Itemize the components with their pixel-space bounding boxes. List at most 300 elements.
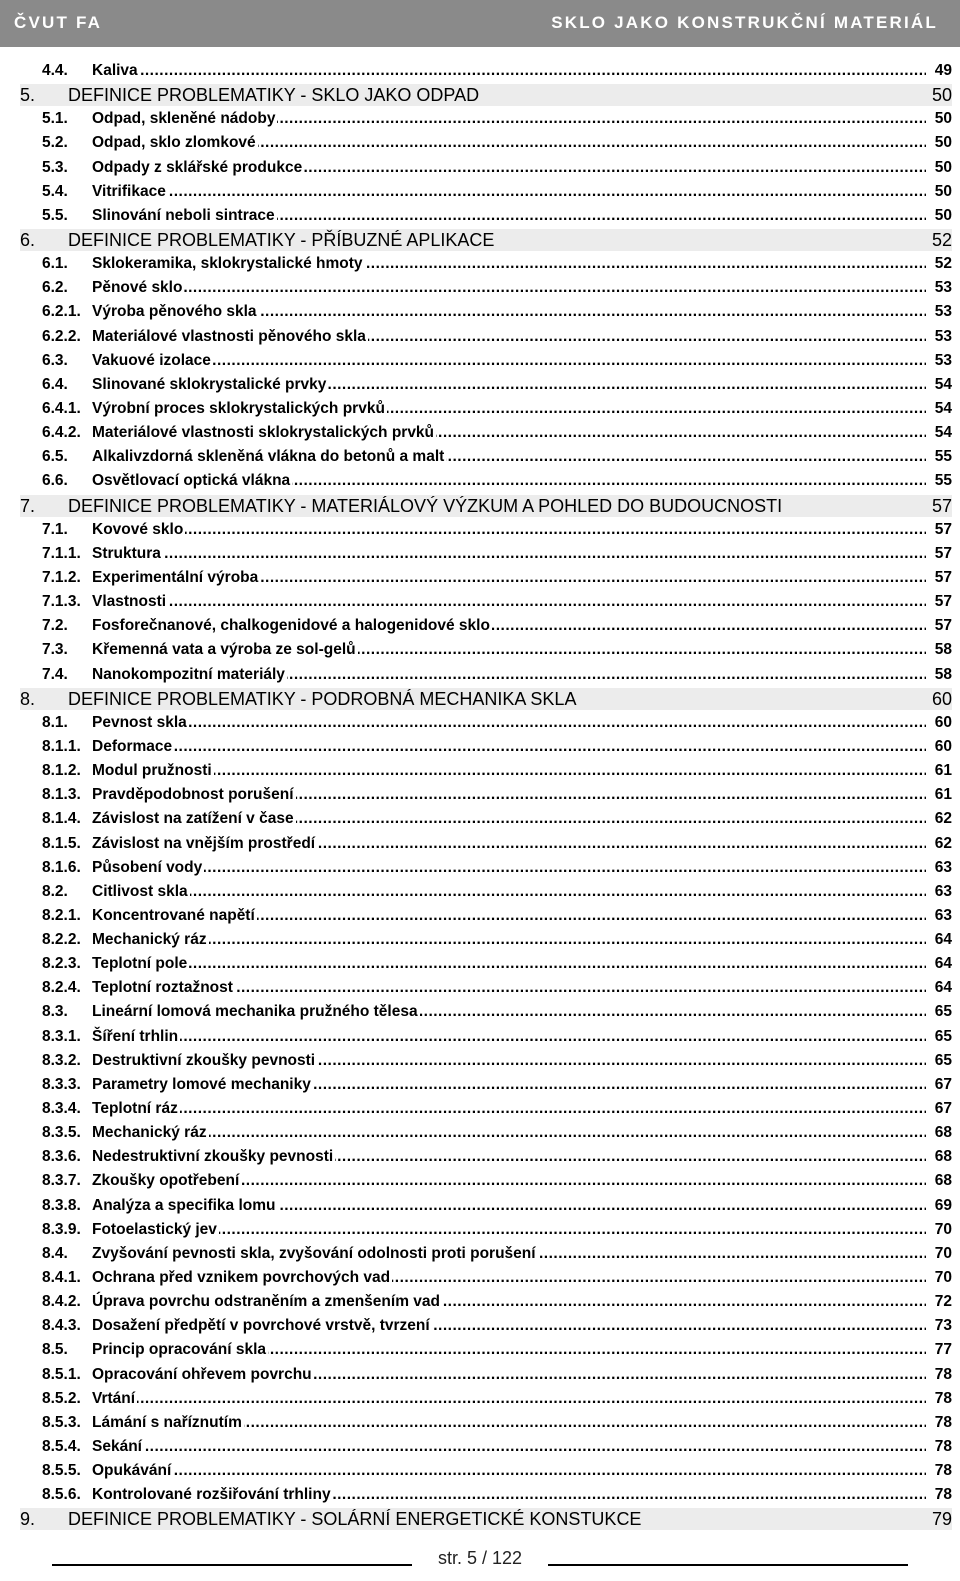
toc-page-number: 58 [933,638,952,662]
toc-page-number: 78 [933,1363,952,1387]
toc-number: 6.3. [42,351,68,369]
toc-page-number: 65 [933,1025,952,1049]
toc-entry-row[interactable] [20,421,952,445]
toc-leader [92,300,926,324]
toc-number: 8.3.2. [42,1051,81,1069]
toc-title: Osvětlovací optická vlákna [92,472,291,490]
toc-number: 6. [20,229,36,250]
toc-leader [92,663,926,687]
toc-page-number: 65 [933,1000,952,1024]
toc-number: 8.5.3. [42,1413,81,1431]
toc-page-number: 78 [933,1459,952,1483]
toc-entry-row[interactable] [20,445,952,469]
toc-number: 8.5.4. [42,1438,81,1456]
toc-title: Struktura [92,544,161,562]
toc-page-number: 78 [933,1483,952,1507]
toc-page-number: 64 [933,928,952,952]
toc-page-number: 49 [933,59,952,83]
toc-leader [92,276,926,300]
toc-chapter-row[interactable] [20,228,952,252]
toc-page-number: 79 [931,1509,952,1530]
toc-entry-row[interactable] [20,204,952,228]
toc-title: Dosažení předpětí v povrchové vrstvě, tvrzení [92,1317,430,1335]
toc-number: 8.5. [42,1341,68,1359]
toc-leader [92,783,926,807]
toc-page-number: 78 [933,1435,952,1459]
toc-title: Kovové sklo [92,520,184,538]
toc-entry-row[interactable] [20,1073,952,1097]
toc-page-number: 64 [933,976,952,1000]
toc-number: 8.3.5. [42,1124,81,1142]
toc-page-number: 69 [933,1194,952,1218]
toc-title: Pevnost skla [92,713,187,731]
toc-leader [92,131,926,155]
toc-page-number: 60 [933,711,952,735]
toc-leader [92,107,926,131]
toc-number: 6.4. [42,375,68,393]
toc-number: 6.2.1. [42,303,81,321]
toc-entry-row[interactable] [20,59,952,83]
toc-page-number: 54 [933,397,952,421]
toc-leader [92,735,926,759]
toc-leader [92,469,926,493]
toc-title: Sekání [92,1438,142,1456]
toc-leader [92,252,926,276]
toc-entry-row[interactable] [20,880,952,904]
toc-page-number: 50 [933,204,952,228]
toc-leader [92,445,926,469]
toc-entry-row[interactable] [20,1338,952,1362]
toc-number: 8.1.1. [42,737,81,755]
toc-number: 8.1.6. [42,858,81,876]
toc-title: Fotoelastický jev [92,1220,217,1238]
toc-entry-row[interactable] [20,1411,952,1435]
toc-entry-row[interactable] [20,1266,952,1290]
toc-title: Odpad, sklo zlomkové [92,134,256,152]
toc-page-number: 57 [931,495,952,516]
toc-number: 6.1. [42,255,68,273]
toc-leader [92,1459,926,1483]
toc-page-number: 72 [933,1290,952,1314]
toc-title: Úprava povrchu odstraněním a zmenšením vad [92,1293,440,1311]
toc-leader [92,325,926,349]
toc-number: 7.1.1. [42,544,81,562]
toc-chapter-row[interactable] [20,494,952,518]
toc-number: 4.4. [42,62,68,79]
toc-title: Teplotní roztažnost [92,979,233,997]
toc-entry-row[interactable] [20,590,952,614]
toc-leader [92,1242,926,1266]
toc-leader [92,1387,926,1411]
toc-entry-row[interactable] [20,1459,952,1483]
header-left-text: ČVUT FA [14,13,103,32]
toc-entry-row[interactable] [20,1242,952,1266]
toc-leader [92,976,926,1000]
toc-number: 8.1.4. [42,810,81,828]
toc-leader [92,421,926,445]
toc-entry-row[interactable] [20,1121,952,1145]
toc-title: Fosforečnanové, chalkogenidové a halogenidové sklo [92,617,490,635]
toc-page-number: 62 [933,807,952,831]
toc-page-number: 70 [933,1218,952,1242]
toc-title: Slinování neboli sintrace [92,206,275,224]
toc-title: Závislost na vnějším prostředí [92,834,316,852]
toc-title: Působení vody [92,858,203,876]
toc-page-number: 57 [933,542,952,566]
toc-number: 6.4.1. [42,399,81,417]
toc-number: 5.4. [42,182,68,200]
toc-leader [92,542,926,566]
toc-page-number: 50 [933,131,952,155]
toc-leader [92,397,926,421]
toc-entry-row[interactable] [20,300,952,324]
toc-number: 8.1.3. [42,786,81,804]
toc-page-number: 57 [933,518,952,542]
toc-title: Šíření trhlin [92,1027,179,1045]
toc-entry-row[interactable] [20,1314,952,1338]
toc-page-number: 62 [933,832,952,856]
toc-title: Odpady z sklářské produkce [92,158,303,176]
toc-entry-row[interactable] [20,518,952,542]
toc-number: 6.2.2. [42,327,81,345]
toc-number: 6.5. [42,448,68,466]
toc-number: 8.3.4. [42,1100,81,1118]
toc-title: Deformace [92,737,173,755]
toc-title: Teplotní pole [92,955,188,973]
toc-chapter-title: DEFINICE PROBLEMATIKY - PŘÍBUZNÉ APLIKACE [68,229,495,250]
toc-leader [92,156,926,180]
toc-title: Ochrana před vznikem povrchových vad [92,1269,391,1287]
toc-page-number: 68 [933,1169,952,1193]
toc-page-number: 60 [933,735,952,759]
toc-chapter-row[interactable] [20,687,952,711]
toc-page-number: 55 [933,445,952,469]
toc-page-number: 54 [933,421,952,445]
toc-number: 8.2. [42,882,68,900]
toc-number: 5.5. [42,206,68,224]
toc-leader [92,1338,926,1362]
toc-title: Odpad, skleněné nádoby [92,110,276,128]
toc-entry-row[interactable] [20,180,952,204]
toc-entry-row[interactable] [20,614,952,638]
toc-leader [92,590,926,614]
toc-page-number: 57 [933,590,952,614]
toc-entry-row[interactable] [20,1435,952,1459]
toc-entry-row[interactable] [20,976,952,1000]
toc-entry-row[interactable] [20,711,952,735]
toc-page-number: 50 [933,107,952,131]
toc-leader [92,928,926,952]
toc-title: Zkoušky opotřebení [92,1172,240,1190]
toc-leader [92,880,926,904]
toc-number: 8.3.3. [42,1075,81,1093]
toc-page-number: 68 [933,1121,952,1145]
toc-title: Sklokeramika, sklokrystalické hmoty [92,255,363,273]
toc-page-number: 58 [933,663,952,687]
toc-page-number: 78 [933,1387,952,1411]
toc-title: Pěnové sklo [92,279,183,297]
toc-entry-row[interactable] [20,928,952,952]
toc-leader [92,566,926,590]
toc-entry-row[interactable] [20,1483,952,1507]
toc-title: Opukávání [92,1462,172,1480]
toc-number: 8.4.3. [42,1317,81,1335]
toc-page-number: 63 [933,904,952,928]
toc-title: Materiálové vlastnosti sklokrystalických prvků [92,424,435,442]
toc-number: 8.1.5. [42,834,81,852]
toc-number: 8.5.1. [42,1365,81,1383]
toc-leader [92,1097,926,1121]
toc-page-number: 78 [933,1411,952,1435]
toc-number: 7. [20,495,36,516]
toc-entry-row[interactable] [20,1290,952,1314]
toc-title: Teplotní ráz [92,1100,178,1118]
toc-number: 8.4.1. [42,1269,81,1287]
toc-entry-row[interactable] [20,759,952,783]
toc-leader [92,759,926,783]
toc-number: 8.3.9. [42,1220,81,1238]
toc-entry-row[interactable] [20,131,952,155]
toc-page-number: 54 [933,373,952,397]
toc-leader [92,1145,926,1169]
toc-leader [92,807,926,831]
toc-number: 8.3.8. [42,1196,81,1214]
toc-entry-row[interactable] [20,373,952,397]
toc-number: 7.1.3. [42,593,81,611]
toc-entry-row[interactable] [20,783,952,807]
toc-leader [92,59,926,83]
toc-entry-row[interactable] [20,904,952,928]
toc-title: Modul pružnosti [92,762,212,780]
toc-page-number: 73 [933,1314,952,1338]
toc-page-number: 61 [933,759,952,783]
toc-leader [92,614,926,638]
toc-chapter-row[interactable] [20,1507,952,1531]
toc-title: Závislost na zatížení v čase [92,810,294,828]
toc-title: Nedestruktivní zkoušky pevnosti [92,1148,334,1166]
toc-entry-row[interactable] [20,566,952,590]
toc-leader [92,711,926,735]
toc-number: 8.1. [42,713,68,731]
toc-leader [92,1290,926,1314]
toc-leader [92,1073,926,1097]
toc-leader [92,1025,926,1049]
toc-number: 8.2.4. [42,979,81,997]
toc-leader [92,1000,926,1024]
page-header [0,0,960,47]
toc-title: Nanokompozitní materiály [92,665,285,683]
toc-entry-row[interactable] [20,1194,952,1218]
toc-title: Výrobní proces sklokrystalických prvků [92,399,385,417]
toc-title: Křemenná vata a výroba ze sol-gelů [92,641,356,659]
toc-leader [92,1314,926,1338]
toc-title: Slinované sklokrystalické prvky [92,375,327,393]
toc-title: Vakuové izolace [92,351,211,369]
toc-title: Princip opracování skla [92,1341,267,1359]
toc-page-number: 55 [933,469,952,493]
toc-entry-row[interactable] [20,1049,952,1073]
toc-entry-row[interactable] [20,1169,952,1193]
toc-chapter-title: DEFINICE PROBLEMATIKY - SOLÁRNÍ ENERGETICKÉ KONSTUKCE [68,1509,642,1530]
toc-page-number: 64 [933,952,952,976]
toc-title: Analýza a specifika lomu [92,1196,276,1214]
toc-entry-row[interactable] [20,1025,952,1049]
toc-title: Mechanický ráz [92,931,207,949]
toc-page-number: 52 [931,229,952,250]
toc-page-number: 53 [933,325,952,349]
toc-leader [92,1483,926,1507]
toc-leader [92,1363,926,1387]
toc-leader [92,1194,926,1218]
toc-page-number: 63 [933,880,952,904]
toc-leader [92,204,926,228]
toc-entry-row[interactable] [20,663,952,687]
toc-leader [92,1411,926,1435]
toc-leader [92,1169,926,1193]
toc-entry-row[interactable] [20,638,952,662]
toc-title: Kaliva [92,62,138,79]
toc-entry-row[interactable] [20,1145,952,1169]
toc-leader [92,1049,926,1073]
toc-title: Destruktivní zkoušky pevnosti [92,1051,316,1069]
toc-number: 5. [20,85,36,106]
toc-number: 8.2.3. [42,955,81,973]
toc-number: 8.3.1. [42,1027,81,1045]
toc-number: 5.3. [42,158,68,176]
toc-title: Vlastnosti [92,593,167,611]
toc-title: Opracování ohřevem povrchu [92,1365,312,1383]
toc-number: 5.2. [42,134,68,152]
toc-title: Zvyšování pevnosti skla, zvyšování odolnosti proti porušení [92,1244,536,1262]
toc-page-number: 77 [933,1338,952,1362]
toc-number: 8.2.2. [42,931,81,949]
toc-page-number: 65 [933,1049,952,1073]
toc-entry-row[interactable] [20,397,952,421]
toc-page-number: 68 [933,1145,952,1169]
toc-number: 8. [20,688,36,709]
toc-number: 7.1. [42,520,68,538]
toc-page-number: 67 [933,1073,952,1097]
toc-entry-row[interactable] [20,156,952,180]
toc-page-number: 60 [931,688,952,709]
toc-title: Parametry lomové mechaniky [92,1075,311,1093]
toc-entry-row[interactable] [20,349,952,373]
toc-number: 8.1.2. [42,762,81,780]
toc-number: 5.1. [42,110,68,128]
toc-number: 8.2.1. [42,906,81,924]
toc-page-number: 61 [933,783,952,807]
toc-entry-row[interactable] [20,542,952,566]
toc-entry-row[interactable] [20,107,952,131]
toc-leader [92,904,926,928]
toc-number: 8.3.6. [42,1148,81,1166]
toc-title: Vitrifikace [92,182,166,200]
toc-page-number: 50 [933,180,952,204]
toc-number: 8.5.5. [42,1462,81,1480]
toc-leader [92,952,926,976]
toc-entry-row[interactable] [20,1000,952,1024]
toc-entry-row[interactable] [20,832,952,856]
toc-entry-row[interactable] [20,807,952,831]
toc-leader [92,1218,926,1242]
toc-number: 7.2. [42,617,68,635]
toc-entry-row[interactable] [20,1218,952,1242]
toc-leader [92,856,926,880]
toc-number: 7.3. [42,641,68,659]
toc-number: 7.1.2. [42,568,81,586]
toc-number: 6.2. [42,279,68,297]
toc-page-number: 50 [933,156,952,180]
toc-chapter-title: DEFINICE PROBLEMATIKY - SKLO JAKO ODPAD [68,85,480,106]
toc-title: Mechanický ráz [92,1124,207,1142]
toc-entry-row[interactable] [20,469,952,493]
toc-title: Experimentální výroba [92,568,259,586]
toc-number: 7.4. [42,665,68,683]
toc-number: 8.4. [42,1244,68,1262]
toc-leader [92,373,926,397]
toc-page-number: 53 [933,300,952,324]
toc-entry-row[interactable] [20,325,952,349]
toc-entry-row[interactable] [20,952,952,976]
toc-number: 6.4.2. [42,424,81,442]
toc-entry-row[interactable] [20,252,952,276]
toc-chapter-title: DEFINICE PROBLEMATIKY - PODROBNÁ MECHANIKA SKLA [68,688,577,709]
toc-number: 8.5.2. [42,1389,81,1407]
toc-entry-row[interactable] [20,1097,952,1121]
toc-number: 8.5.6. [42,1486,81,1504]
toc-page-number: 67 [933,1097,952,1121]
toc-page-number: 52 [933,252,952,276]
toc-leader [92,518,926,542]
toc-number: 8.3. [42,1003,68,1021]
toc-leader [92,832,926,856]
toc-leader [92,1266,926,1290]
toc-title: Alkalivzdorná skleněná vlákna do betonů a malt [92,448,445,466]
toc-title: Kontrolované rozšiřování trhliny [92,1486,331,1504]
toc-page-number: 57 [933,566,952,590]
toc-entry-row[interactable] [20,735,952,759]
toc-leader [92,180,926,204]
toc-leader [92,349,926,373]
toc-title: Výroba pěnového skla [92,303,257,321]
toc-entry-row[interactable] [20,1363,952,1387]
toc-page-number: 50 [931,85,952,106]
toc-entry-row[interactable] [20,276,952,300]
header-right-text: SKLO JAKO KONSTRUKČNÍ MATERIÁL [551,13,938,32]
toc-page-number: 63 [933,856,952,880]
toc-title: Pravděpodobnost porušení [92,786,294,804]
toc-page-number: 53 [933,276,952,300]
table-of-contents [20,59,952,1532]
page-number: str. 5 / 122 [437,1548,523,1568]
toc-title: Vrtání [92,1389,136,1407]
toc-entry-row[interactable] [20,1387,952,1411]
toc-entry-row[interactable] [20,856,952,880]
toc-chapter-row[interactable] [20,83,952,107]
toc-leader [92,638,926,662]
toc-number: 8.3.7. [42,1172,81,1190]
toc-page-number: 53 [933,349,952,373]
toc-number: 8.4.2. [42,1293,81,1311]
toc-page-number: 70 [933,1266,952,1290]
toc-leader [92,1435,926,1459]
toc-chapter-title: DEFINICE PROBLEMATIKY - MATERIÁLOVÝ VÝZKUM A POHLED DO BUDOUCNOSTI [68,495,783,516]
toc-number: 6.6. [42,472,68,490]
toc-title: Koncentrované napětí [92,906,255,924]
toc-page-number: 57 [933,614,952,638]
toc-page-number: 70 [933,1242,952,1266]
toc-number: 9. [20,1509,36,1530]
